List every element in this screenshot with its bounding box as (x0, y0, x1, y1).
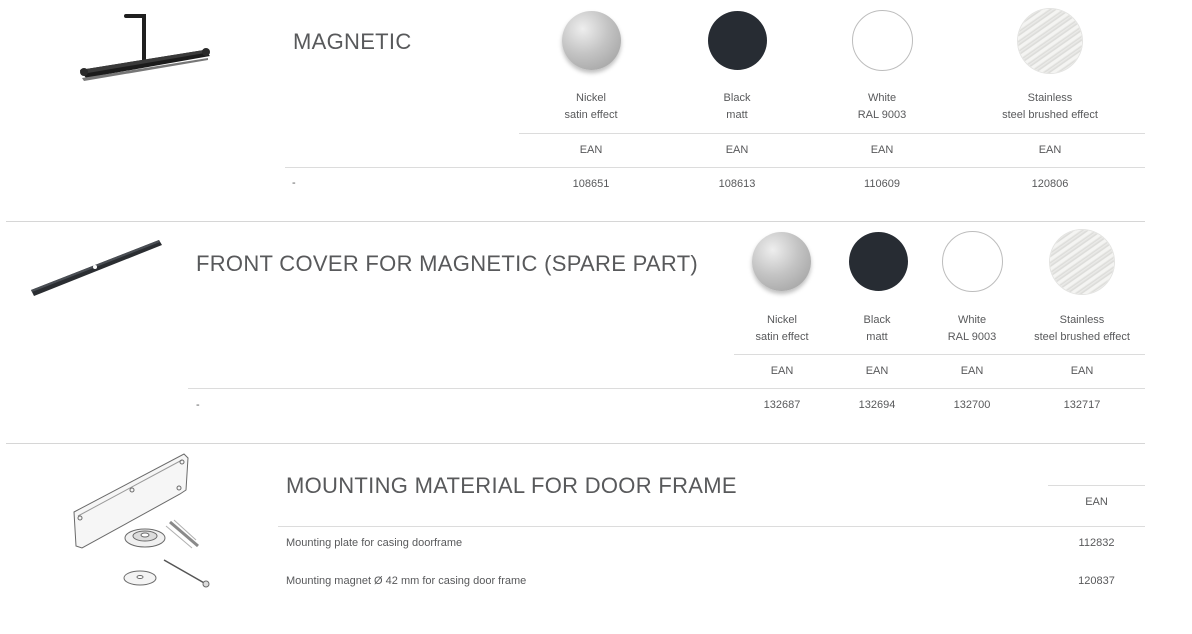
swatch-nickel-satin (752, 232, 811, 291)
ean-value: 132694 (858, 399, 896, 411)
swatch-stainless-steel (1018, 9, 1082, 73)
swatch-black-matt (708, 11, 767, 70)
ean-value: 120837 (1078, 575, 1115, 587)
swatch-stainless-steel (1050, 230, 1114, 294)
variant-label: Nickel satin effect (755, 314, 809, 343)
variant-label: Black matt (723, 92, 751, 121)
ean-header: EAN (870, 144, 894, 156)
ean-header: EAN (770, 365, 794, 377)
ean-header: EAN (1038, 144, 1062, 156)
ean-header: EAN (1085, 496, 1108, 508)
row-label: - (196, 399, 200, 411)
variant-label: White RAL 9003 (857, 92, 907, 121)
ean-header: EAN (579, 144, 603, 156)
ean-value: 108651 (572, 178, 610, 190)
ean-value: 132687 (763, 399, 801, 411)
table-rule (519, 133, 1145, 134)
ean-value: 110609 (864, 178, 900, 190)
section-title-magnetic: MAGNETIC (293, 29, 412, 54)
row-label: - (292, 177, 296, 189)
swatch-nickel-satin (562, 11, 621, 70)
variant-label: White RAL 9003 (947, 314, 997, 343)
section-divider (6, 221, 1145, 222)
ean-header: EAN (960, 365, 984, 377)
ean-value: 132700 (953, 399, 991, 411)
table-rule (188, 388, 1145, 389)
swatch-white-ral9003 (852, 10, 913, 71)
section-title-front-cover: FRONT COVER FOR MAGNETIC (SPARE PART) (196, 251, 699, 276)
ean-header: EAN (1070, 365, 1094, 377)
product-image-mounting-material (66, 450, 212, 592)
item-label: Mounting plate for casing doorframe (286, 537, 463, 549)
variant-label: Stainless steel brushed effect (1034, 314, 1130, 343)
section-divider (6, 443, 1145, 444)
ean-value: 132717 (1063, 399, 1101, 411)
variant-label: Nickel satin effect (564, 92, 618, 121)
swatch-black-matt (849, 232, 908, 291)
table-rule (285, 167, 1145, 168)
table-rule (734, 354, 1145, 355)
ean-value: 112832 (1078, 537, 1115, 549)
variant-label: Stainless steel brushed effect (1002, 92, 1098, 121)
ean-header: EAN (865, 365, 889, 377)
swatch-white-ral9003 (942, 231, 1003, 292)
item-label: Mounting magnet Ø 42 mm for casing door frame (286, 575, 527, 587)
product-image-front-cover (28, 234, 164, 300)
ean-value: 120806 (1031, 178, 1069, 190)
product-image-magnetic (74, 12, 216, 86)
section-title-mounting-material: MOUNTING MATERIAL FOR DOOR FRAME (286, 473, 737, 498)
table-rule (278, 526, 1145, 527)
variant-label: Black matt (863, 314, 891, 343)
table-rule (1048, 485, 1145, 486)
ean-value: 108613 (718, 178, 756, 190)
ean-header: EAN (725, 144, 749, 156)
